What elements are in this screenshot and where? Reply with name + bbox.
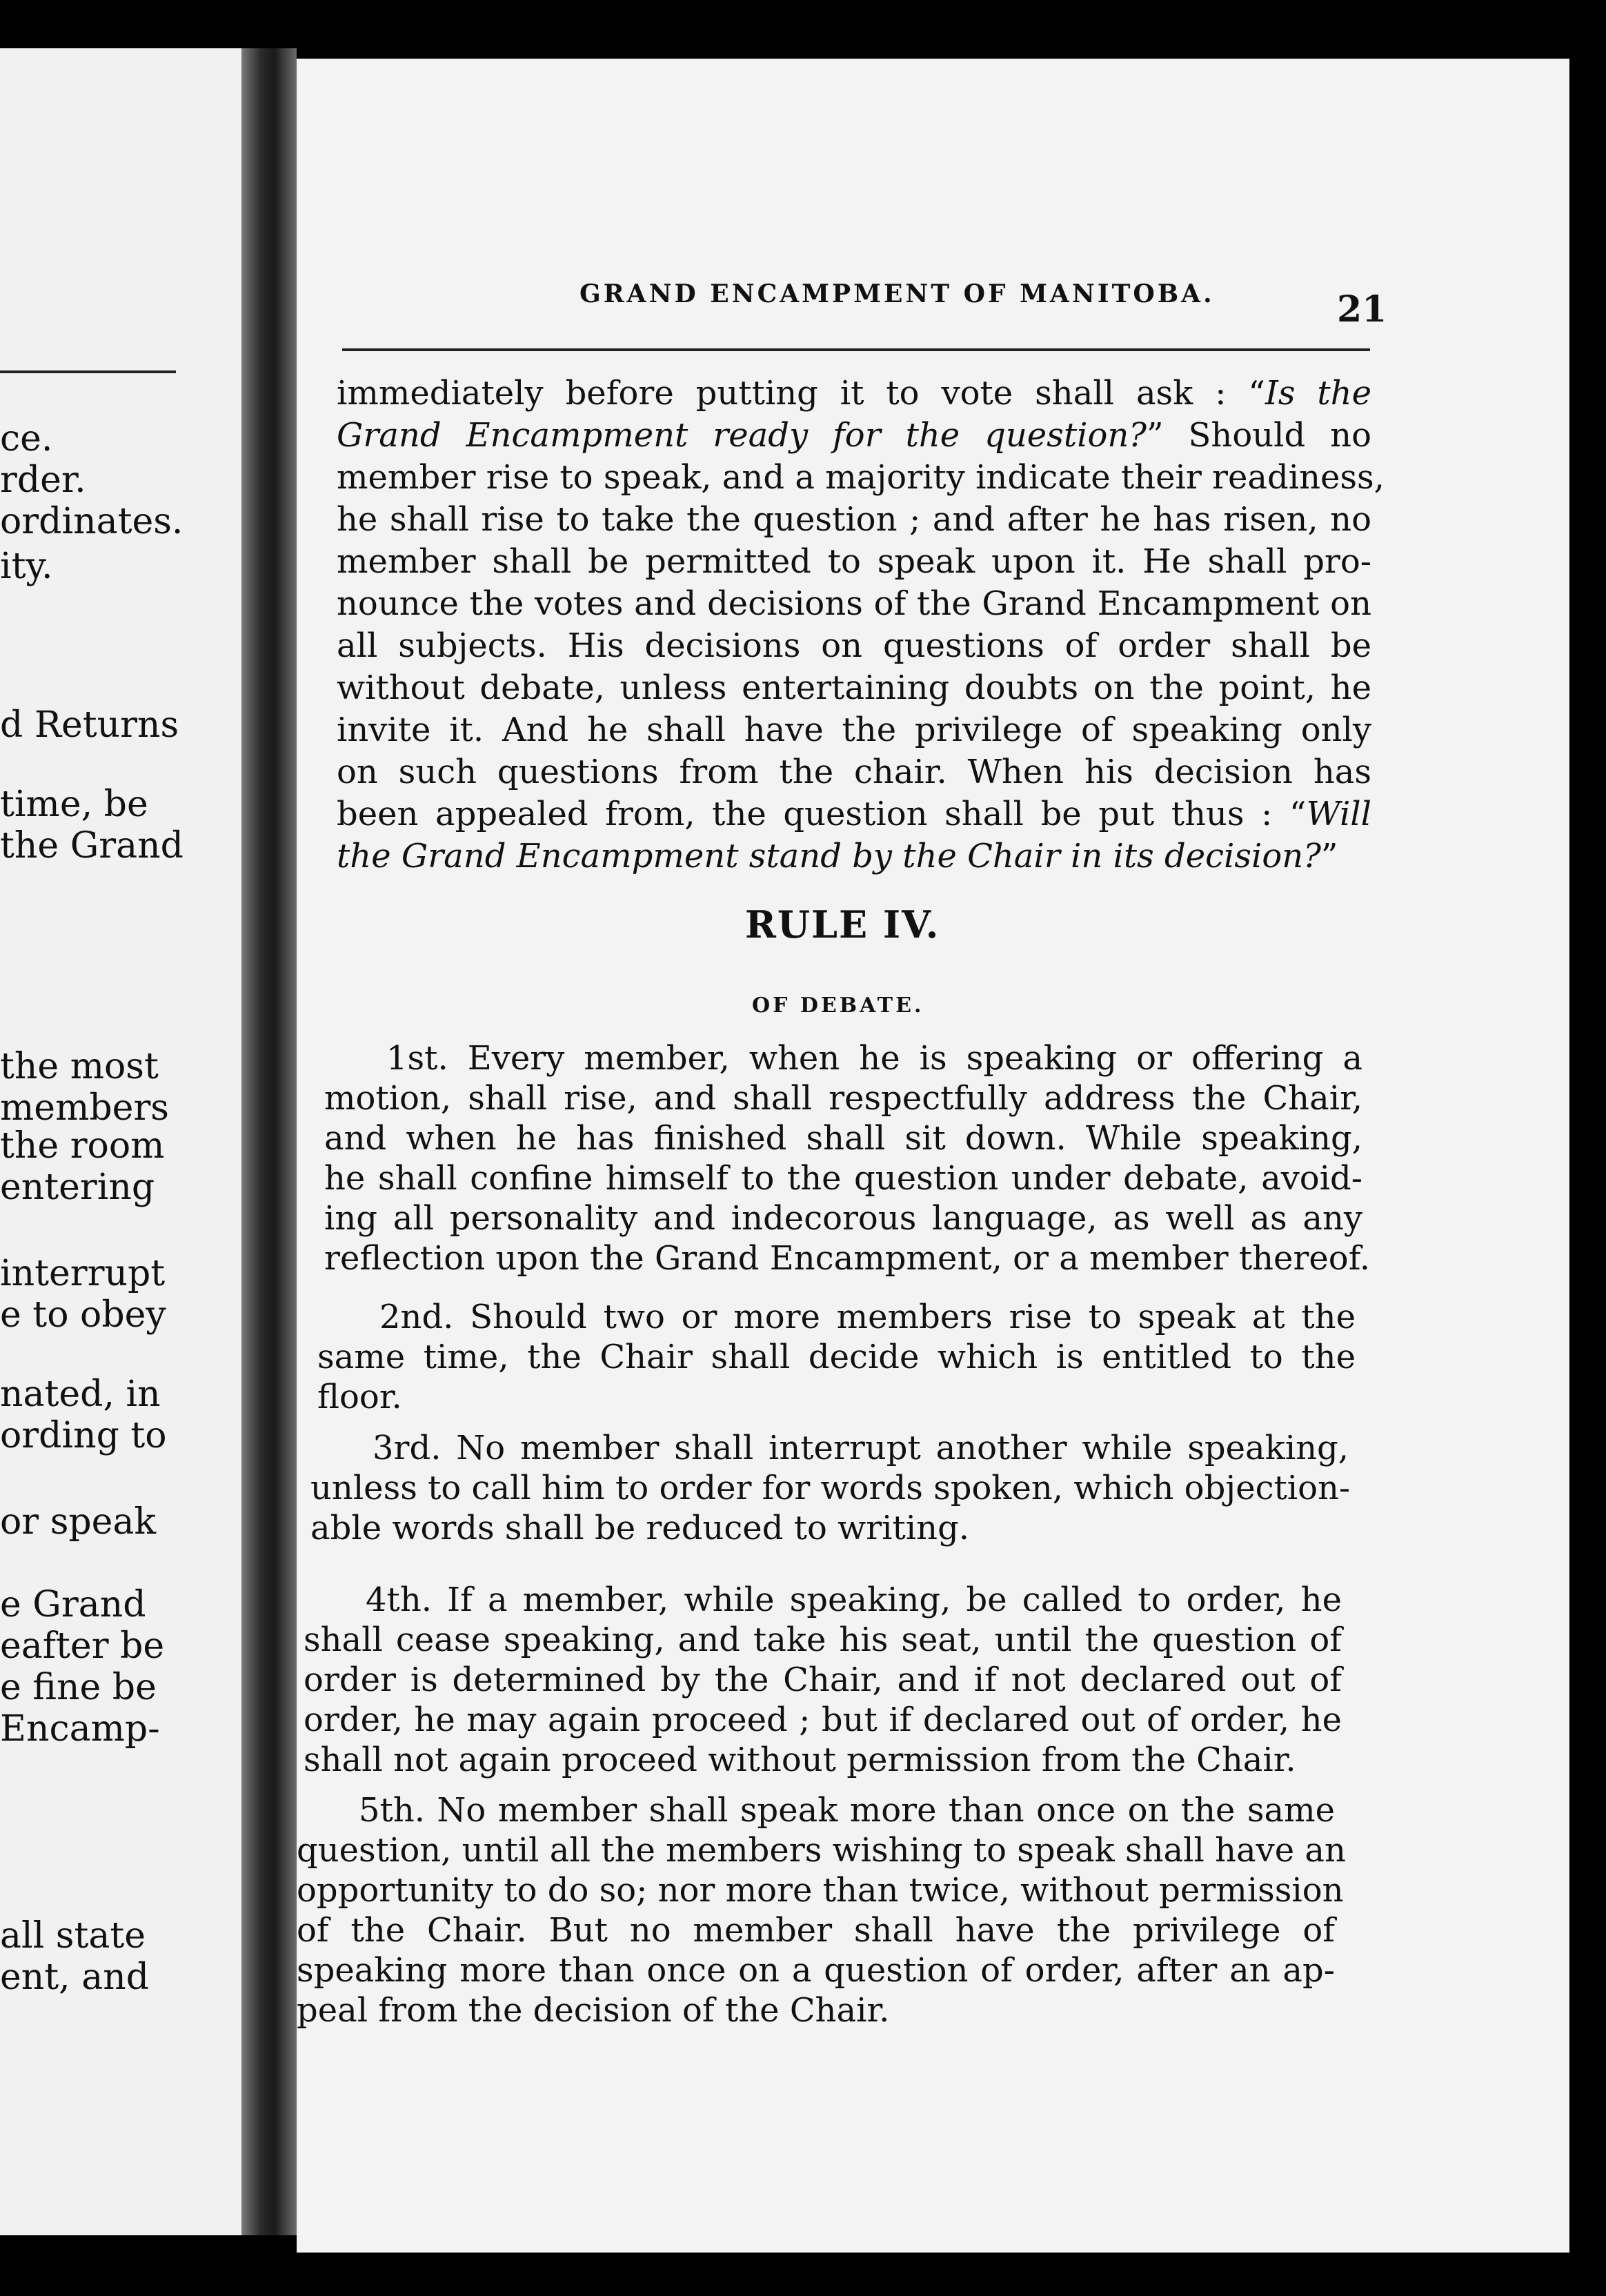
text-line: reflection upon the Grand Encampment, or a member thereof.: [324, 1239, 1371, 1278]
text-line: same time, the Chair shall decide which is entitled to the: [317, 1338, 1356, 1376]
left-page-line: ce.: [0, 418, 53, 459]
text-line: motion, shall rise, and shall respectfully address the Chair,: [324, 1079, 1362, 1118]
italic-text: Will: [1306, 795, 1371, 833]
text-line: unless to call him to order for words spoken, which objection-: [310, 1469, 1351, 1507]
left-page-line: rder.: [0, 459, 86, 501]
left-page-line: Encamp-: [0, 1708, 160, 1750]
text-line: member shall be permitted to speak upon it. He shall pro-: [337, 542, 1371, 581]
text-line: 3rd. No member shall interrupt another while speaking,: [373, 1429, 1349, 1467]
text-line: invite it. And he shall have the privilege of speaking only: [337, 711, 1371, 749]
text-line: ing all personality and indecorous language, as well as any: [324, 1199, 1362, 1238]
left-page-line: ording to: [0, 1415, 167, 1456]
text-line: 1st. Every member, when he is speaking or offering a: [386, 1039, 1362, 1078]
italic-text: the Grand Encampment stand by the Chair in its decision?: [337, 837, 1321, 875]
text-line: of the Chair. But no member shall have the privilege of: [297, 1911, 1335, 1950]
rule-subtitle: OF DEBATE.: [752, 993, 924, 1018]
left-page-line: e fine be: [0, 1667, 157, 1708]
left-page-line: the room: [0, 1125, 165, 1167]
left-page-line: eafter be: [0, 1625, 165, 1667]
text-line: 5th. No member shall speak more than once on the same: [359, 1791, 1335, 1830]
text-line: he shall confine himself to the question under debate, avoid-: [324, 1159, 1362, 1198]
text-line: able words shall be reduced to writing.: [310, 1509, 970, 1547]
left-page-line: ordinates.: [0, 501, 184, 542]
left-page-line: e to obey: [0, 1294, 166, 1336]
left-page-line: or speak: [0, 1501, 156, 1543]
left-page-line: e Grand: [0, 1584, 146, 1625]
text-line: order is determined by the Chair, and if not declared out of: [304, 1661, 1342, 1699]
text-line: been appealed from, the question shall be put thus : “Will: [337, 795, 1371, 833]
text-line: order, he may again proceed ; but if declared out of order, he: [304, 1701, 1342, 1739]
left-page-line: nated, in: [0, 1374, 161, 1415]
text-line: shall cease speaking, and take his seat, until the question of: [304, 1621, 1342, 1659]
text-line: floor.: [317, 1378, 402, 1416]
running-title: GRAND ENCAMPMENT OF MANITOBA.: [579, 279, 1215, 308]
text-line: 2nd. Should two or more members rise to speak at the: [379, 1298, 1356, 1336]
text-line: peal from the decision of the Chair.: [297, 1991, 890, 2030]
left-page-line: ity.: [0, 546, 53, 587]
left-page-line: all state: [0, 1915, 146, 1957]
rule-paragraph: [304, 1580, 1342, 1780]
text-line: opportunity to do so; nor more than twice, without permission: [297, 1871, 1344, 1910]
rule-paragraph: [310, 1428, 1349, 1548]
text-line: question, until all the members wishing to speak shall have an: [297, 1831, 1346, 1870]
text-line: speaking more than once on a question of order, after an ap-: [297, 1951, 1335, 1990]
rule-title: RULE IV.: [745, 902, 940, 947]
text-line: shall not again proceed without permission from the Chair.: [304, 1741, 1296, 1779]
left-page-line: d Returns: [0, 704, 179, 746]
left-page-line: entering: [0, 1167, 155, 1208]
text-line: member rise to speak, and a majority indicate their readiness,: [337, 458, 1385, 497]
rule-paragraph: [317, 1297, 1356, 1417]
left-page-line: interrupt: [0, 1253, 166, 1294]
text-line: on such questions from the chair. When his decision has: [337, 753, 1371, 791]
left-page-rule: [0, 370, 176, 373]
text-line: all subjects. His decisions on questions of order shall be: [337, 626, 1371, 665]
italic-text: Grand Encampment ready for the question?: [337, 416, 1147, 455]
rule-paragraph: [297, 1790, 1346, 2030]
text-line: immediately before putting it to vote shall ask : “Is the: [337, 374, 1371, 413]
rule-paragraph: [324, 1038, 1371, 1278]
header-rule: [342, 348, 1370, 351]
text-line: the Grand Encampment stand by the Chair in its decision?”: [337, 837, 1338, 875]
opening-paragraph: [337, 373, 1385, 878]
italic-text: Is the: [1265, 374, 1371, 413]
text-line: Grand Encampment ready for the question?” Should no: [337, 416, 1371, 455]
text-line: he shall rise to take the question ; and after he has risen, no: [337, 500, 1371, 539]
text-line: and when he has finished shall sit down. While speaking,: [324, 1119, 1362, 1158]
text-line: without debate, unless entertaining doubts on the point, he: [337, 669, 1371, 707]
left-page-line: ent, and: [0, 1957, 149, 1998]
left-page-line: the most: [0, 1046, 159, 1087]
page-number: 21: [1337, 288, 1387, 330]
book-gutter: [241, 48, 297, 2235]
text-line: nounce the votes and decisions of the Grand Encampment on: [337, 584, 1371, 623]
left-page-line: members: [0, 1087, 169, 1129]
left-page-line: time, be: [0, 784, 148, 825]
text-line: 4th. If a member, while speaking, be called to order, he: [366, 1581, 1342, 1619]
left-facing-page: [0, 48, 241, 2235]
left-page-line: the Grand: [0, 825, 184, 867]
